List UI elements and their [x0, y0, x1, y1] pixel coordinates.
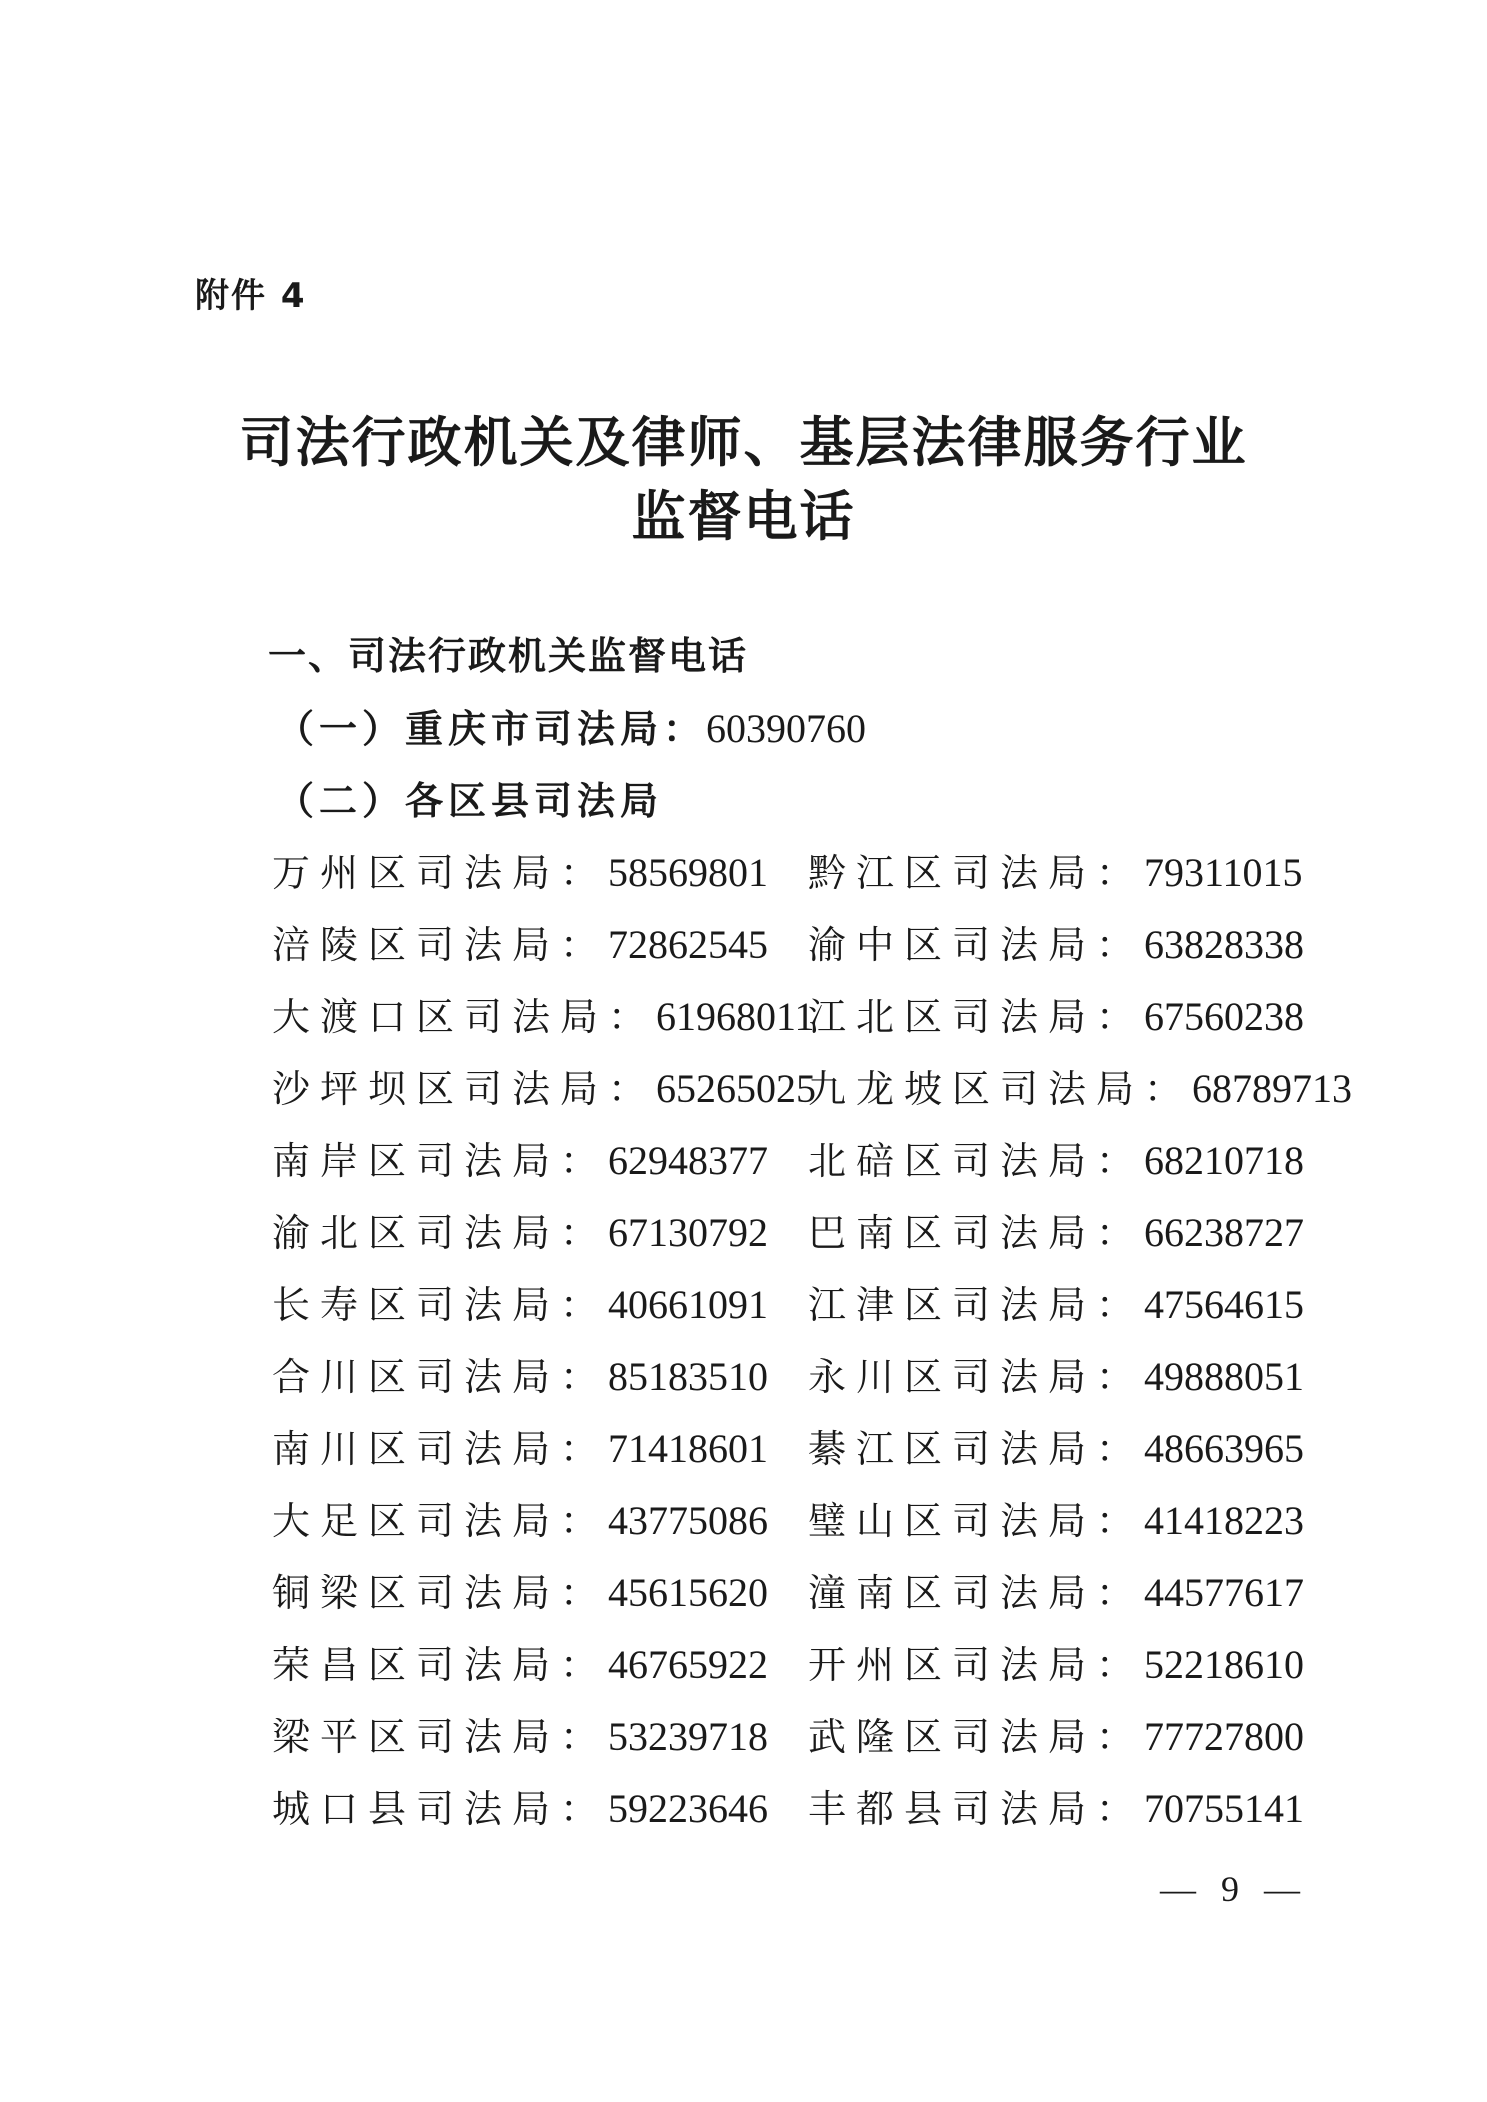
entry-phone: 49888051 [1144, 1354, 1305, 1399]
directory-entry [272, 1418, 768, 1473]
entry-phone: 41418223 [1144, 1498, 1305, 1543]
attachment-label: 附件 4 [195, 276, 307, 316]
entry-name: 合川区司法局： [272, 1355, 609, 1399]
directory-entry [272, 1490, 768, 1545]
entry-name: 万州区司法局： [272, 851, 609, 895]
entry-phone: 77727800 [1144, 1714, 1305, 1759]
directory-entry [808, 842, 1303, 897]
entry-phone: 68210718 [1144, 1138, 1305, 1183]
directory-entry [272, 1634, 768, 1689]
district-bureaus-heading: （二）各区县司法局 [276, 778, 664, 823]
directory-entry [272, 914, 768, 969]
entry-phone: 45615620 [608, 1570, 769, 1615]
entry-phone: 66238727 [1144, 1210, 1305, 1255]
entry-name: 巴南区司法局： [808, 1211, 1145, 1255]
entry-name: 城口县司法局： [272, 1787, 609, 1831]
directory-entry [272, 1274, 768, 1329]
entry-name: 梁平区司法局： [272, 1715, 609, 1759]
directory-entry [272, 842, 768, 897]
entry-name: 江北区司法局： [808, 995, 1145, 1039]
entry-name: 南川区司法局： [272, 1427, 609, 1471]
entry-phone: 43775086 [608, 1498, 769, 1543]
entry-name: 涪陵区司法局： [272, 923, 609, 967]
directory-entry [808, 1202, 1304, 1257]
entry-phone: 61968011 [656, 994, 815, 1039]
entry-name: 沙坪坝区司法局： [272, 1067, 657, 1111]
entry-phone: 46765922 [608, 1642, 769, 1687]
municipal-bureau-heading [276, 698, 866, 753]
document-title-line1: 司法行政机关及律师、基层法律服务行业 [239, 410, 1248, 474]
directory-entry [808, 1490, 1304, 1545]
entry-phone: 44577617 [1144, 1570, 1305, 1615]
directory-entry [808, 914, 1304, 969]
entry-phone: 72862545 [608, 922, 769, 967]
entry-name: 璧山区司法局： [808, 1499, 1145, 1543]
directory-entry [808, 1634, 1304, 1689]
directory-entry [272, 1202, 768, 1257]
directory-entry [272, 1706, 768, 1761]
entry-phone: 52218610 [1144, 1642, 1305, 1687]
entry-phone: 70755141 [1144, 1786, 1305, 1831]
entry-phone: 85183510 [608, 1354, 769, 1399]
directory-entry [272, 1346, 768, 1401]
entry-name: 长寿区司法局： [272, 1283, 609, 1327]
entry-name: 黔江区司法局： [808, 851, 1145, 895]
entry-name: 綦江区司法局： [808, 1427, 1145, 1471]
entry-phone: 65265025 [656, 1066, 817, 1111]
entry-phone: 59223646 [608, 1786, 769, 1831]
entry-name: 丰都县司法局： [808, 1787, 1145, 1831]
entry-name: 江津区司法局： [808, 1283, 1145, 1327]
entry-phone: 67560238 [1144, 994, 1305, 1039]
entry-phone: 53239718 [608, 1714, 769, 1759]
entry-phone: 62948377 [608, 1138, 769, 1183]
entry-name: 永川区司法局： [808, 1355, 1145, 1399]
directory-entry [808, 986, 1304, 1041]
directory-entry [808, 1130, 1304, 1185]
entry-name: 武隆区司法局： [808, 1715, 1145, 1759]
directory-entry [808, 1778, 1304, 1833]
entry-phone: 71418601 [608, 1426, 769, 1471]
directory-entry [808, 1058, 1352, 1113]
entry-phone: 58569801 [608, 850, 769, 895]
entry-phone: 63828338 [1144, 922, 1305, 967]
municipal-bureau-label: （一）重庆市司法局： [276, 706, 707, 751]
entry-name: 荣昌区司法局： [272, 1643, 609, 1687]
entry-name: 南岸区司法局： [272, 1139, 609, 1183]
directory-entry [808, 1418, 1304, 1473]
directory-entry [272, 986, 815, 1041]
page-number: — 9 — [1160, 1869, 1308, 1909]
entry-phone: 79311015 [1144, 850, 1303, 895]
entry-phone: 47564615 [1144, 1282, 1305, 1327]
entry-name: 大足区司法局： [272, 1499, 609, 1543]
directory-entry [808, 1274, 1304, 1329]
entry-name: 渝北区司法局： [272, 1211, 609, 1255]
directory-entry [272, 1778, 768, 1833]
entry-name: 潼南区司法局： [808, 1571, 1145, 1615]
entry-name: 渝中区司法局： [808, 923, 1145, 967]
directory-entry [272, 1058, 816, 1113]
directory-entry [272, 1562, 768, 1617]
entry-name: 开州区司法局： [808, 1643, 1145, 1687]
entry-name: 大渡口区司法局： [272, 995, 657, 1039]
directory-entry [272, 1130, 768, 1185]
entry-name: 九龙坡区司法局： [808, 1067, 1193, 1111]
entry-name: 铜梁区司法局： [272, 1571, 609, 1615]
entry-phone: 48663965 [1144, 1426, 1305, 1471]
section-heading: 一、司法行政机关监督电话 [268, 634, 749, 678]
directory-entry [808, 1562, 1304, 1617]
directory-entry [808, 1346, 1304, 1401]
document-title-line2: 监督电话 [631, 484, 856, 548]
entry-phone: 40661091 [608, 1282, 769, 1327]
entry-name: 北碚区司法局： [808, 1139, 1145, 1183]
directory-entry [808, 1706, 1304, 1761]
entry-phone: 68789713 [1192, 1066, 1353, 1111]
municipal-bureau-phone: 60390760 [706, 706, 867, 751]
entry-phone: 67130792 [608, 1210, 769, 1255]
